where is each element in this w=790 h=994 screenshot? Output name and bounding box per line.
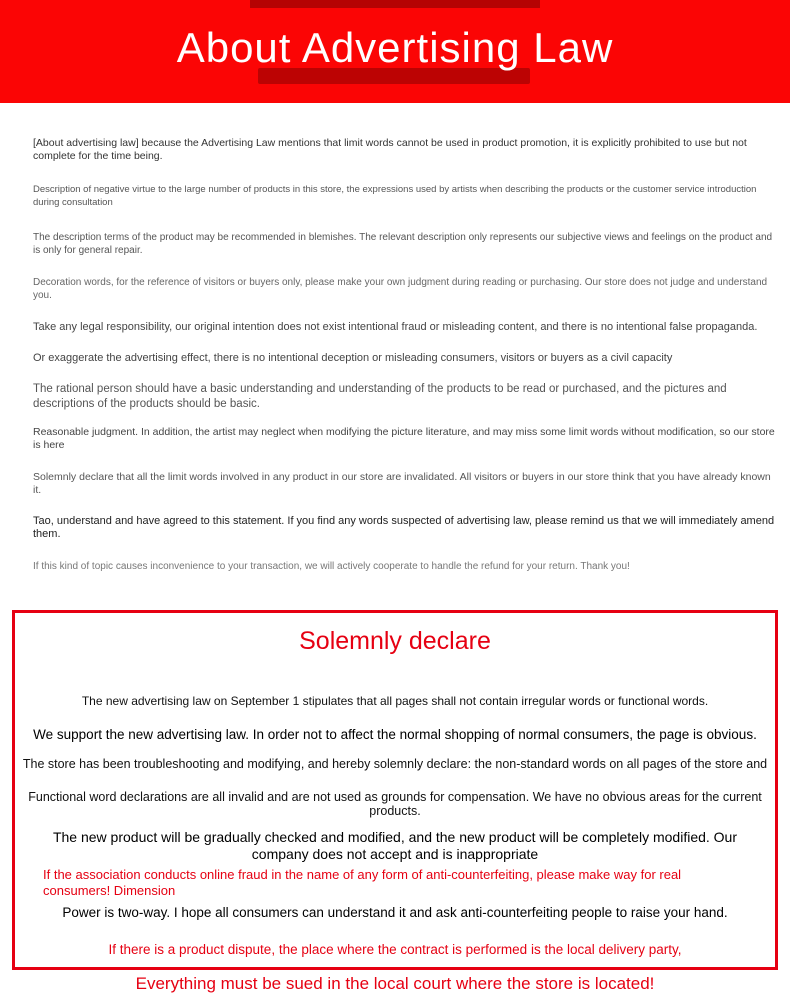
declare-box <box>12 610 778 993</box>
declare-line-red-large: Everything must be sued in the local court where the store is located! <box>135 974 655 993</box>
page-title: About Advertising Law <box>176 23 614 71</box>
disclaimer-paragraph: Reasonable judgment. In addition, the artist may neglect when modifying the picture literature, and may miss some limit words without modification, so our store is here <box>33 426 775 451</box>
declare-line: Power is two-way. I hope all consumers can understand it and ask anti-counterfeiting people to raise your hand. <box>62 905 728 920</box>
header-top-accent-bar <box>250 0 540 8</box>
disclaimer-paragraph: The description terms of the product may be recommended in blemishes. The relevant description only represents our subjective views and feelings on the product and is only for general repair. <box>33 232 773 256</box>
declare-line-red: If the association conducts online fraud in the name of any form of anti-counterfeiting, please make way for real consumers! Dimension <box>43 867 682 898</box>
disclaimer-paragraph: Or exaggerate the advertising effect, there is no intentional deception or misleading consumers, visitors or buyers as a civil capacity <box>33 352 673 364</box>
declare-line-red: If there is a product dispute, the place where the contract is performed is the local delivery party, <box>108 942 682 957</box>
disclaimer-paragraph: Tao, understand and have agreed to this statement. If you find any words suspected of advertising law, please remind us that we will immediately amend them. <box>33 515 775 540</box>
declare-line: The store has been troubleshooting and modifying, and hereby solemnly declare: the non-standard words on all pages of the store and <box>22 757 768 771</box>
declare-line: The new advertising law on September 1 stipulates that all pages shall not contain irregular words or functional words. <box>81 694 709 708</box>
declare-line: Functional word declarations are all invalid and are not used as grounds for compensation. We have no obvious areas for the current products. <box>28 790 762 818</box>
disclaimer-paragraph: Decoration words, for the reference of visitors or buyers only, please make your own judgment during reading or purchasing. Our store does not judge and understand you. <box>33 277 768 301</box>
declare-title: Solemnly declare <box>299 627 491 655</box>
disclaimer-paragraph: Take any legal responsibility, our original intention does not exist intentional fraud or misleading content, and there is no intentional false propaganda. <box>33 321 758 333</box>
disclaimer-paragraph: If this kind of topic causes inconvenience to your transaction, we will actively cooperate to handle the refund for your return. Thank you! <box>33 561 630 572</box>
header-banner <box>0 0 790 103</box>
disclaimer-section <box>0 103 790 573</box>
declare-line: The new product will be gradually checked and modified, and the new product will be completely modified. Our company does not accept and is inappropriate <box>52 829 738 862</box>
disclaimer-paragraph: The rational person should have a basic understanding and understanding of the products to be read or purchased, and the pictures and descriptions of the products should be basic. <box>33 383 727 410</box>
disclaimer-paragraph: [About advertising law] because the Advertising Law mentions that limit words cannot be used in product promotion, it is explicitly prohibited to use but not complete for the time being. <box>33 137 747 162</box>
disclaimer-paragraph: Description of negative virtue to the large number of products in this store, the expressions used by artists when describing the products or the customer service introduction during consultation <box>33 184 757 208</box>
disclaimer-paragraph: Solemnly declare that all the limit words involved in any product in our store are invalidated. All visitors or buyers in our store think that you have already known it. <box>33 471 771 496</box>
declare-line: We support the new advertising law. In order not to affect the normal shopping of normal consumers, the page is obvious. <box>33 727 757 742</box>
